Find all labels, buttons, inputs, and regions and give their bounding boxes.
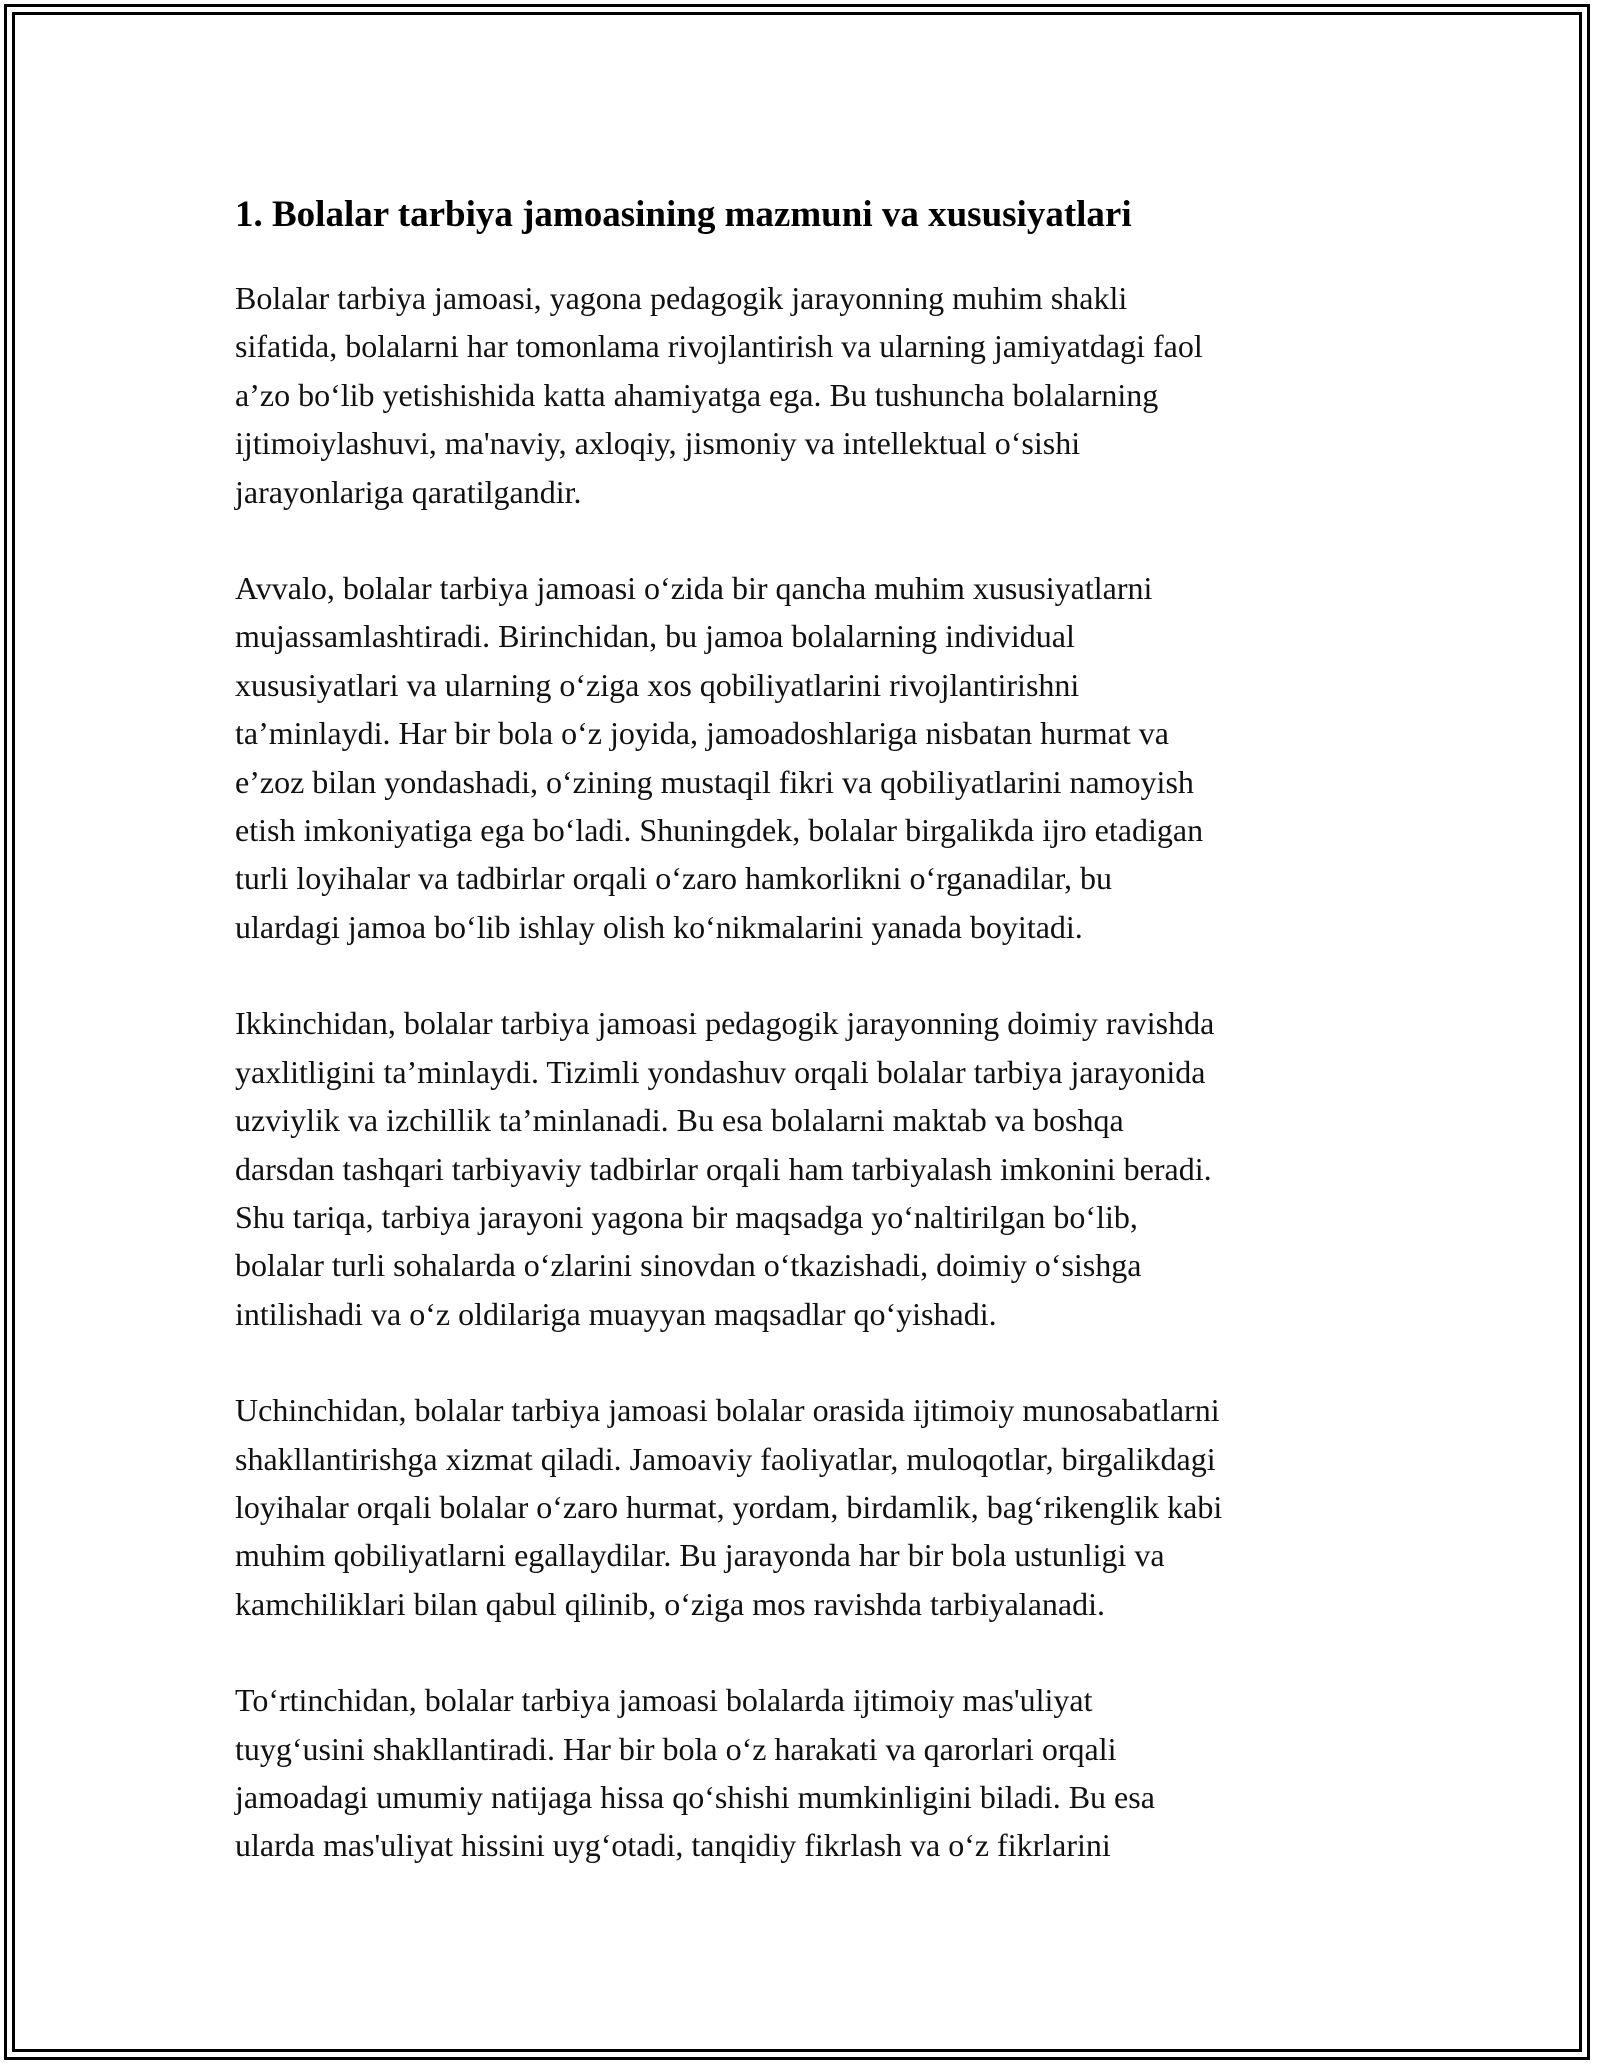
text-line: a’zo bo‘lib yetishishida katta ahamiyatga ega. Bu tushuncha bolalarning [235, 376, 1159, 413]
text-line: ta’minlaydi. Har bir bola o‘z joyida, jamoadoshlariga nisbatan hurmat va [235, 715, 1169, 752]
paragraph-first-feature [235, 564, 1385, 951]
text-line: shakllantirishga xizmat qiladi. Jamoaviy faoliyatlar, muloqotlar, birgalikdagi [235, 1440, 1216, 1477]
text-line: etish imkoniyatiga ega bo‘ladi. Shuningdek, bolalar birgalikda ijro etadigan [235, 812, 1204, 849]
text-line: Avvalo, bolalar tarbiya jamoasi o‘zida bir qancha muhim xususiyatlarni [235, 570, 1153, 607]
text-line: Bolalar tarbiya jamoasi, yagona pedagogik jarayonning muhim shakli [235, 280, 1128, 316]
text-line: jamoadagi umumiy natijaga hissa qo‘shishi mumkinligini biladi. Bu esa [235, 1778, 1155, 1815]
paragraph-intro [235, 274, 1385, 516]
text-line: turli loyihalar va tadbirlar orqali o‘zaro hamkorlikni o‘rganadilar, bu [235, 860, 1112, 897]
text-line: yaxlitligini ta’minlaydi. Tizimli yondashuv orqali bolalar tarbiya jarayonida [235, 1053, 1206, 1090]
text-line: ularda mas'uliyat hissini uyg‘otadi, tanqidiy fikrlash va o‘z fikrlarini [235, 1827, 1111, 1864]
text-line: kamchiliklari bilan qabul qilinib, o‘ziga mos ravishda tarbiyalanadi. [235, 1585, 1105, 1622]
document-body [235, 186, 1385, 1918]
text-line: Ikkinchidan, bolalar tarbiya jamoasi pedagogik jarayonning doimiy ravishda [235, 1005, 1215, 1042]
text-line: e’zoz bilan yondashadi, o‘zining mustaqil fikri va qobiliyatlarini namoyish [235, 763, 1194, 800]
text-line: bolalar turli sohalarda o‘zlarini sinovdan o‘tkazishadi, doimiy o‘sishga [235, 1247, 1142, 1284]
text-line: sifatida, bolalarni har tomonlama rivojlantirish va ularning jamiyatdagi faol [235, 328, 1203, 365]
paragraph-fourth-feature [235, 1676, 1385, 1870]
paragraph-third-feature [235, 1386, 1385, 1628]
text-line: ijtimoiylashuvi, ma'naviy, axloqiy, jismoniy va intellektual o‘sishi [235, 425, 1081, 462]
text-line: Uchinchidan, bolalar tarbiya jamoasi bolalar orasida ijtimoiy munosabatlarni [235, 1392, 1220, 1429]
text-line: muhim qobiliyatlarni egallaydilar. Bu jarayonda har bir bola ustunligi va [235, 1537, 1165, 1574]
text-line: mujassamlashtiradi. Birinchidan, bu jamoa bolalarning individual [235, 618, 1075, 655]
text-line: uzviylik va izchillik ta’minlanadi. Bu esa bolalarni maktab va boshqa [235, 1102, 1124, 1139]
paragraph-second-feature [235, 999, 1385, 1338]
text-line: Shu tariqa, tarbiya jarayoni yagona bir maqsadga yo‘naltirilgan bo‘lib, [235, 1198, 1138, 1235]
text-line: ulardagi jamoa bo‘lib ishlay olish ko‘nikmalarini yanada boyitadi. [235, 908, 1083, 945]
text-line: jarayonlariga qaratilgandir. [235, 473, 582, 510]
text-line: darsdan tashqari tarbiyaviy tadbirlar orqali ham tarbiyalash imkonini beradi. [235, 1150, 1212, 1187]
text-line: xususiyatlari va ularning o‘ziga xos qobiliyatlarini rivojlantirishni [235, 666, 1080, 703]
section-heading: 1. Bolalar tarbiya jamoasining mazmuni va xususiyatlari [235, 194, 1132, 235]
text-line: loyihalar orqali bolalar o‘zaro hurmat, yordam, birdamlik, bag‘rikenglik kabi [235, 1488, 1223, 1525]
text-line: intilishadi va o‘z oldilariga muayyan maqsadlar qo‘yishadi. [235, 1295, 997, 1332]
text-line: tuyg‘usini shakllantiradi. Har bir bola o‘z harakati va qarorlari orqali [235, 1730, 1117, 1767]
text-line: To‘rtinchidan, bolalar tarbiya jamoasi bolalarda ijtimoiy mas'uliyat [235, 1682, 1093, 1719]
